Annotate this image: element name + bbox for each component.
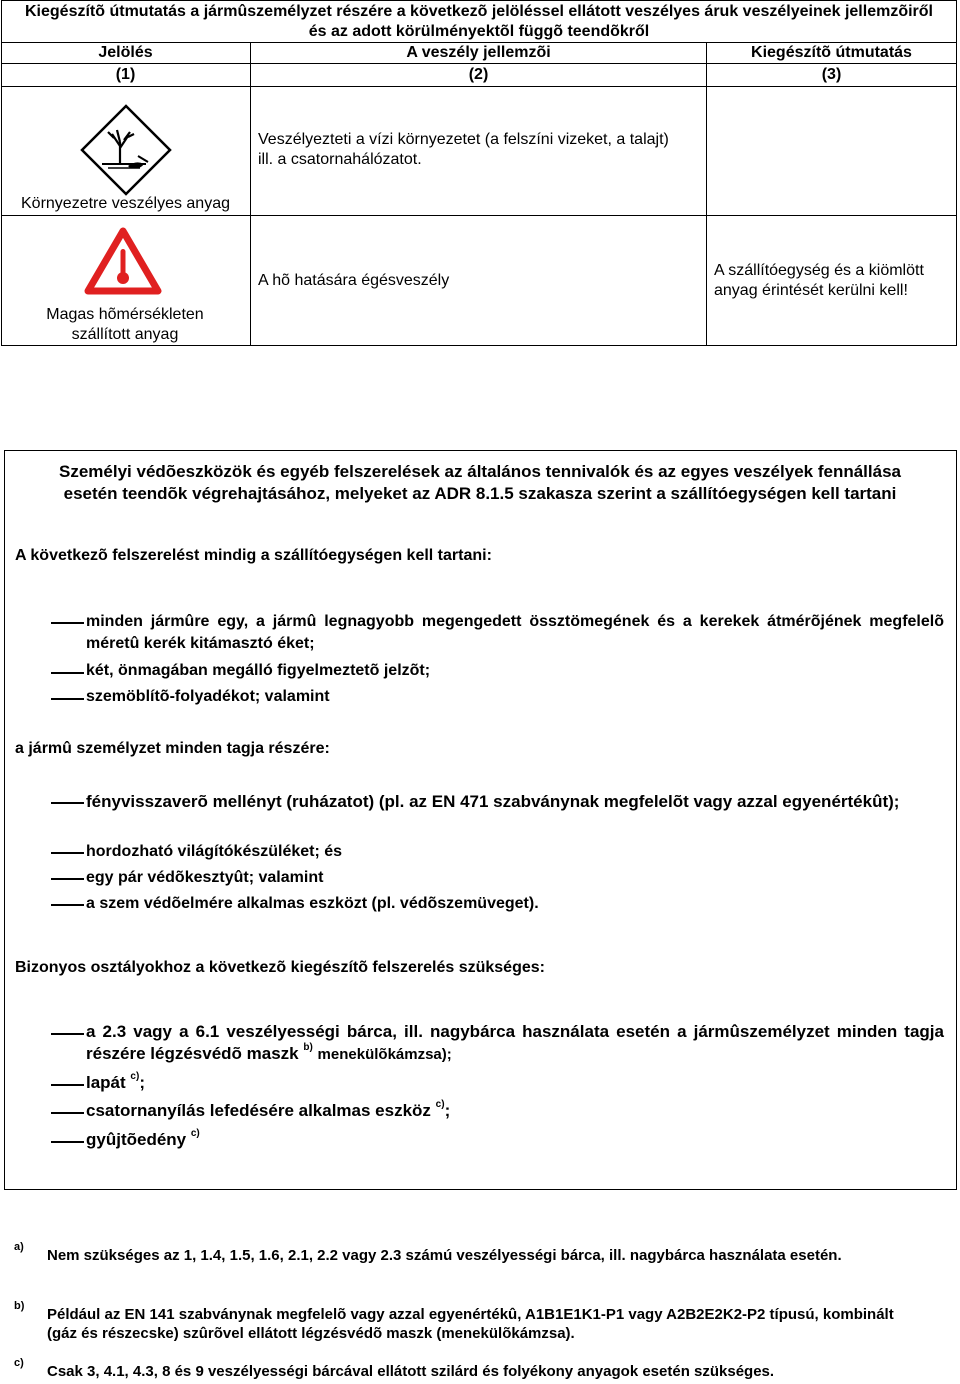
hot-substance-guidance: A szállítóegység és a kiömlött anyag érintését kerülni kell! — [714, 262, 924, 299]
always-intro: A következõ felszerelést mindig a szállítóegységen kell tartani: — [15, 547, 492, 564]
class-item-2-end: ; — [139, 1073, 145, 1092]
footnote-ref-c: c) — [190, 1128, 200, 1140]
list-item — [86, 1072, 944, 1094]
env-hazard-description: Veszélyezteti a vízi környezetet (a felszíni vizeket, a talajt) ill. a csatornahálózatot. — [258, 131, 669, 168]
header-marking: Jelölés — [98, 44, 153, 61]
footnote-mark: a) — [14, 1241, 24, 1253]
footnote-mark: c) — [14, 1357, 24, 1369]
footnote-text: Csak 3, 4.1, 4.3, 8 és 9 veszélyességi bárcával ellátott szilárd és folyékony anyagok esetén szükséges. — [47, 1363, 775, 1380]
footnote-ref-c: c) — [435, 1099, 445, 1111]
class-item-1-text: a 2.3 vagy a 6.1 veszélyességi bárca, ill. nagybárca használata esetén a jármûszemélyzet minden tagja részére légzésvédõ maszk — [86, 1022, 944, 1063]
class-item-3-end: ; — [444, 1101, 451, 1120]
environment-hazard-icon — [80, 104, 172, 196]
footnote-ref-c: c) — [130, 1071, 140, 1083]
class-item-4-text: gyûjtõedény — [86, 1130, 187, 1149]
list-item — [86, 1100, 944, 1122]
footnote-text: Nem szükséges az 1, 1.4, 1.5, 1.6, 2.1, 2.2 vagy 2.3 számú veszélyességi bárca, ill. nagybárca használata esetén. — [47, 1247, 842, 1264]
header-hazard: A veszély jellemzõi — [406, 44, 551, 61]
table-title: Kiegészítõ útmutatás a jármûszemélyzet részére a következõ jelöléssel ellátott veszélyes áruk veszélyeinek jellemzõiről és az adott körülményektõl függõ teendõkről — [25, 3, 933, 40]
class-item-2-text: lapát — [86, 1073, 126, 1092]
class-item-3-text: csatornanyílás lefedésére alkalmas eszköz — [86, 1101, 431, 1120]
list-item: egy pár védõkesztyût; valamint — [86, 869, 324, 886]
col-number-1: (1) — [115, 66, 136, 83]
list-item: hordozható világítókészüléket; és — [86, 843, 343, 860]
equipment-heading: Személyi védõeszközök és egyéb felszerelések az általános tennivalók és az egyes veszélyek fennállása esetén teendõk végrehajtásához, melyeket az ADR 8.1.5 szakasza szerint a szállítóegységen kell tartani — [59, 462, 901, 503]
list-item: szemöblítõ-folyadékot; valamint — [86, 688, 330, 705]
hot-substance-hazard: A hõ hatására égésveszély — [258, 272, 450, 289]
header-guidance: Kiegészítõ útmutatás — [751, 44, 912, 61]
list-item: minden jármûre egy, a jármû legnagyobb megengedett össztömegének és a kerekek átmérõjének megfelelõ méretû kerék kitámasztó éket; — [86, 613, 944, 652]
list-item — [86, 1129, 944, 1151]
footnote-ref-b: b) — [303, 1042, 313, 1054]
list-item: a szem védõelmére alkalmas eszközt (pl. védõszemüveget). — [86, 895, 539, 912]
hot-substance-label: Magas hõmérsékleten szállított anyag — [46, 306, 204, 343]
thermometer-warning-icon — [84, 227, 162, 295]
footnote-mark: b) — [14, 1300, 25, 1312]
list-item: két, önmagában megálló figyelmeztetõ jelzõt; — [86, 662, 431, 679]
env-hazard-label: Környezetre veszélyes anyag — [21, 195, 230, 212]
col-number-2: (2) — [468, 66, 489, 83]
col-number-3: (3) — [821, 66, 842, 83]
footnote-text: Például az EN 141 szabványnak megfelelõ vagy azzal egyenértékû, A1B1E1K1-P1 vagy A2B2E2K2-P2 típusú, kombinált (gáz és részecske) szûrõvel ellátott légzésvédõ maszk (menekülõkámzsa). — [47, 1306, 894, 1342]
crew-intro: a jármû személyzet minden tagja részére: — [15, 740, 330, 757]
class-intro: Bizonyos osztályokhoz a következõ kiegészítõ felszerelés szükséges: — [15, 959, 545, 976]
list-item: fényvisszaverõ mellényt (ruházatot) (pl. az EN 471 szabványnak megfelelõt vagy azzal egyenértékût); — [86, 792, 900, 811]
class-item-1-end: menekülõkámzsa); — [317, 1046, 452, 1063]
list-item — [86, 1021, 944, 1066]
